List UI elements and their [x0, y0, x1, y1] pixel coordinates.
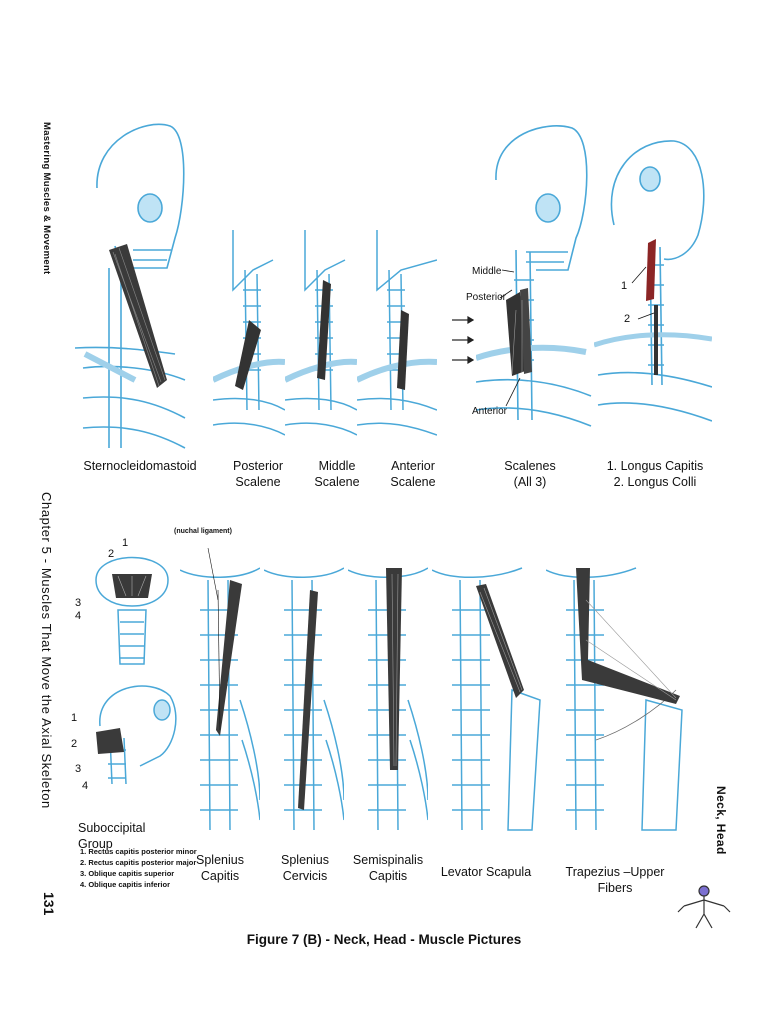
caption-line: 1. Longus Capitis — [606, 459, 704, 473]
caption-line: Cervicis — [282, 869, 328, 883]
body-figure-icon — [674, 884, 734, 930]
caption-line: Scalene — [235, 475, 281, 489]
chapter-title: Chapter 5 - Muscles That Move the Axial Skeleton — [39, 492, 54, 809]
left-margin — [38, 122, 57, 922]
caption-line: Sternocleidomastoid — [83, 459, 197, 473]
caption-line: Posterior — [232, 459, 284, 473]
panel-anterior-scalene — [357, 230, 437, 450]
caption-line: Semispinalis — [352, 853, 424, 867]
sternocleidomastoid-illustration — [75, 118, 200, 453]
longus-number-2: 2 — [624, 313, 631, 325]
panel-suboccipital-posterior — [92, 540, 172, 670]
arrows-icon — [450, 314, 474, 366]
label-middle: Middle — [472, 266, 502, 277]
panel-splenius-cervicis — [264, 540, 344, 832]
legend-item: 4. Oblique capitis inferior — [80, 880, 171, 889]
caption-line: Trapezius –Upper Fibers — [565, 865, 665, 895]
splenius-capitis-illustration — [180, 540, 260, 832]
caption-line: Splenius — [196, 853, 244, 867]
scalenes-all-illustration — [476, 120, 596, 450]
caption-line: Scalene — [390, 475, 436, 489]
caption-line: (All 3) — [513, 475, 547, 489]
caption-middle-scalene — [297, 458, 377, 490]
caption-scalenes-all — [490, 458, 570, 490]
caption-anterior-scalene — [373, 458, 453, 490]
label-anterior: Anterior — [472, 406, 508, 417]
suboccipital-posterior-illustration — [92, 540, 172, 670]
suboccipital-lateral-number-1: 1 — [71, 712, 78, 724]
suboccipital-number-2: 2 — [108, 548, 115, 560]
caption-line: Middle — [318, 459, 356, 473]
label-posterior: Posterior — [466, 292, 507, 303]
panel-suboccipital-lateral — [90, 676, 180, 786]
caption-levator-scapula — [436, 864, 536, 880]
caption-posterior-scalene — [218, 458, 298, 490]
caption-line: Scalene — [314, 475, 360, 489]
anterior-scalene-illustration — [357, 230, 437, 450]
suboccipital-number-4: 4 — [75, 610, 82, 622]
caption-line: Capitis — [200, 869, 240, 883]
panel-scalenes-all — [476, 120, 596, 450]
posterior-scalene-illustration — [213, 230, 285, 450]
suboccipital-lateral-number-4: 4 — [82, 780, 89, 792]
panel-splenius-capitis — [180, 540, 260, 832]
legend-item: 2. Rectus capitis posterior major — [80, 858, 197, 867]
caption-line: Levator Scapula — [440, 865, 532, 879]
caption-line: Scalenes — [504, 459, 556, 473]
caption-splenius-capitis — [190, 852, 250, 884]
longus-illustration — [594, 135, 712, 435]
suboccipital-lateral-illustration — [90, 676, 180, 786]
splenius-cervicis-illustration — [264, 540, 344, 832]
semispinalis-capitis-illustration — [348, 540, 428, 832]
panel-posterior-scalene — [213, 230, 285, 450]
caption-semispinalis-capitis — [348, 852, 428, 884]
caption-longus — [600, 458, 710, 490]
caption-line: Capitis — [368, 869, 408, 883]
caption-line: Anterior — [391, 459, 435, 473]
suboccipital-legend — [80, 846, 197, 890]
caption-splenius-cervicis — [274, 852, 336, 884]
caption-line: 2. Longus Colli — [613, 475, 697, 489]
region-tab-label: Neck, Head — [714, 786, 728, 855]
panel-semispinalis-capitis — [348, 540, 428, 832]
levator-scapula-illustration — [432, 540, 542, 832]
caption-line: Splenius — [281, 853, 329, 867]
suboccipital-lateral-number-2: 2 — [71, 738, 78, 750]
middle-scalene-illustration — [285, 230, 357, 450]
suboccipital-number-1: 1 — [122, 537, 129, 549]
trapezius-upper-illustration — [546, 540, 686, 832]
legend-item: 3. Oblique capitis superior — [80, 869, 175, 878]
caption-trapezius-upper — [550, 864, 680, 896]
panel-levator-scapula — [432, 540, 542, 832]
book-title: Mastering Muscles & Movement — [41, 122, 52, 275]
nuchal-ligament-label: (nuchal ligament) — [174, 528, 232, 535]
caption-line: Suboccipital Group — [78, 821, 146, 851]
panel-middle-scalene — [285, 230, 357, 450]
suboccipital-lateral-number-3: 3 — [75, 763, 82, 775]
page-number: 131 — [41, 892, 57, 916]
legend-item: 1. Rectus capitis posterior minor — [80, 847, 197, 856]
suboccipital-number-3: 3 — [75, 597, 82, 609]
longus-number-1: 1 — [621, 280, 628, 292]
caption-sternocleidomastoid — [80, 458, 200, 474]
panel-trapezius-upper — [546, 540, 686, 832]
panel-sternocleidomastoid — [75, 118, 200, 453]
figure-caption: Figure 7 (B) - Neck, Head - Muscle Pictures — [246, 932, 522, 947]
panel-longus — [594, 135, 712, 435]
